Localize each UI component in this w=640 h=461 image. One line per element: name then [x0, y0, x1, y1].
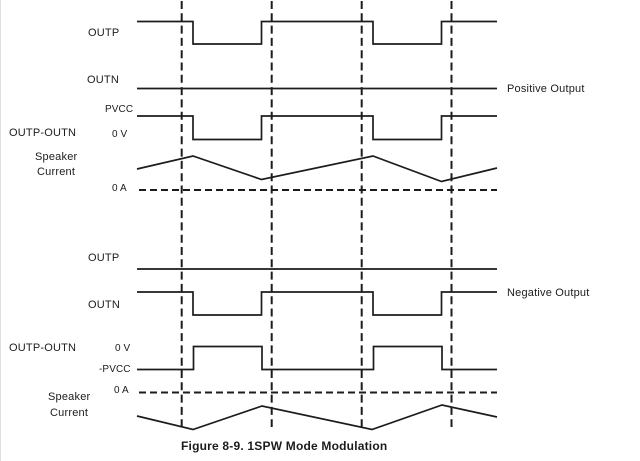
negative-outn-trace — [137, 292, 497, 315]
signal-label-outp-minus-outn-top: OUTP-OUTN — [9, 127, 77, 139]
level-label-neg-pvcc: -PVCC — [99, 364, 131, 375]
positive-outp-trace — [137, 22, 497, 45]
positive-speaker_current-trace — [137, 156, 497, 182]
level-label-0a-bottom: 0 A — [114, 385, 129, 396]
section-label-negative-output: Negative Output — [507, 287, 590, 299]
signal-label-speaker-top: Speaker — [35, 151, 78, 163]
signal-label-current-bottom: Current — [50, 407, 89, 419]
level-label-0a-top: 0 A — [112, 183, 127, 194]
level-label-0v-top: 0 V — [112, 129, 128, 140]
negative-speaker_current-trace — [137, 405, 497, 430]
signal-label-outp-bottom: OUTP — [88, 252, 120, 264]
signal-label-outp-minus-outn-bottom: OUTP-OUTN — [9, 342, 77, 354]
signal-label-current-top: Current — [37, 166, 76, 178]
signal-label-speaker-bottom: Speaker — [48, 391, 91, 403]
section-label-positive-output: Positive Output — [507, 83, 585, 95]
signal-label-outn-top: OUTN — [87, 74, 119, 86]
figure-caption: Figure 8-9. 1SPW Mode Modulation — [181, 439, 388, 453]
signal-label-outn-bottom: OUTN — [88, 299, 120, 311]
signal-label-outp-top: OUTP — [88, 27, 120, 39]
positive-outp_minus_outn-trace — [137, 116, 497, 140]
level-label-0v-bottom: 0 V — [115, 343, 131, 354]
negative-outp_minus_outn-trace — [137, 347, 497, 370]
level-label-pvcc: PVCC — [105, 104, 134, 115]
